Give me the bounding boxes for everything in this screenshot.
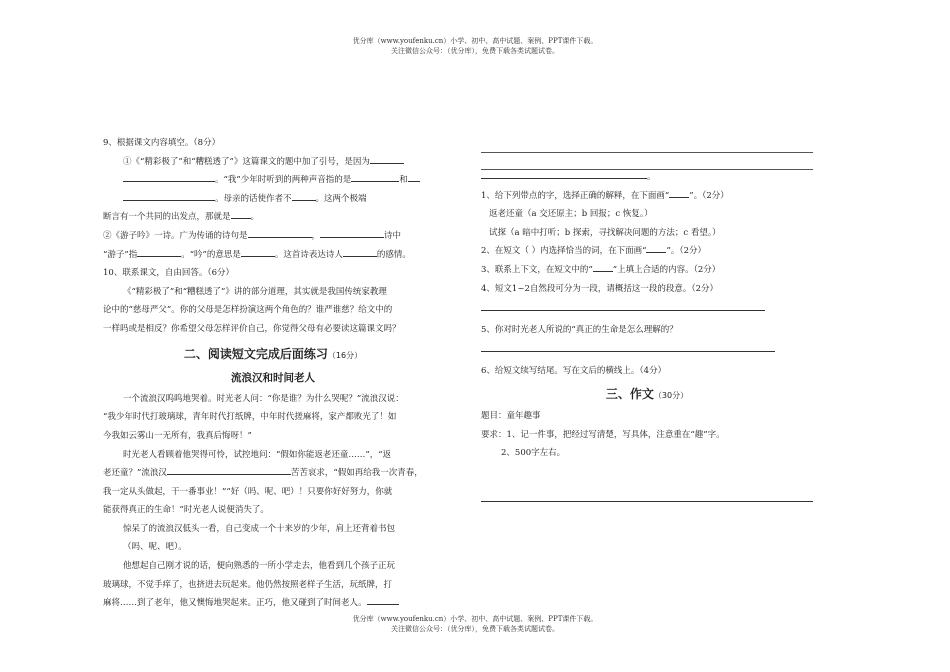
story-p1-line-2: “我少年时代打玻璃球，青年时代打纸牌，中年时代搓麻将，家产都败光了！如 [103,412,397,423]
answer-line[interactable] [481,168,647,179]
q9-2-line-a-mid: ， [311,230,321,241]
blank[interactable] [123,190,215,201]
q9-1-line-b: 。“我”少年时听到的两种声音指的是 [215,175,352,186]
story-p2-line-3: 我一定从头做起，干一番事业！”“好（吗、呢、吧）！只要你好好努力，你就 [103,486,393,497]
answer-line[interactable] [481,136,813,153]
story-p2-line-2-end: 苦苦哀求，“假如再给我一次青春， [290,468,423,479]
blank[interactable] [320,227,384,238]
story-p2-line-4: 能获得真正的生命！”时光老人说便消失了。 [103,505,269,516]
story-p1-line-3: 今我如云雾山一无所有，我真后悔呀！” [103,430,252,441]
q5-answer-line[interactable] [481,341,775,352]
q9-1-line-d: 断言有一个共同的出发点，那就是 [103,212,231,223]
q1-text-end: ”。（2分） [689,190,729,201]
footer-line-2: 关注微信公众号：（优分库），免费下载各类试题试卷。 [391,625,559,633]
continuation-period: 。 [647,172,656,182]
blank[interactable] [351,171,399,182]
q5-text: 5、你对时光老人所说的“真正的生命是怎么理解的？ [481,324,678,335]
q1-option-b: 试探（a 暗中打听；b 探索，寻找解决问题的方法；c 看望。） [489,227,721,238]
blank[interactable] [123,171,215,182]
q10-line-3: 一样吗或是相反？你希望父母怎样评价自己，你觉得父母有必要读这篇课文吗？ [103,323,401,334]
blank[interactable] [408,171,420,182]
page-footer [0,614,950,634]
essay-requirement-1: 要求：1、记一件事，把经过写清楚，写具体，注意重在“趣”字。 [481,429,725,440]
q1-text: 1、给下列带点的字，选择正确的解释，在下面画“ [481,190,670,201]
blank[interactable] [241,246,275,257]
q9-1-line-a: ①《“精彩极了”和“糟糕透了”》这篇课文的题中加了引号，是因为 [123,156,370,167]
blank[interactable] [370,153,404,164]
left-column [103,134,443,613]
section-3-title: 三、作文 [605,386,654,401]
q3-text: 3、联系上下文，在短文中的“ [481,264,593,275]
page-header [0,36,950,56]
q2-text-end: ”。（2分） [666,246,706,257]
q9-1-line-c: 。母亲的话使作者不 [215,193,292,204]
q10-line-1: 《“精彩极了”和“糟糕透了”》讲的部分道理，其实就是我国传统家教理 [123,286,387,297]
section-2-heading [103,345,443,366]
blank[interactable] [292,190,316,201]
q1-option-a: 返老还童（a 交还原主；b 回报；c 恢复。） [489,209,653,220]
story-p2-line-1: 时光老人看顾着他哭得可怜，试控地问：“假如你能返老还童……”，“返 [123,449,392,460]
q6-text: 6、给短文续写结尾。写在文后的横线上。（4分） [481,365,667,376]
section-2-title: 二、阅读短文完成后面练习 [183,346,328,361]
story-p4-line-3: 麻将……到了老年，他又懊悔地哭起来。正巧，他又碰到了时间老人。 [103,598,367,609]
q9-2-line-b-end: 的感情。 [376,249,411,260]
story-p4-line-2: 玻璃球，不觉手痒了，也挤进去玩起来。他仍然按照老样子生活，玩纸牌，打 [103,579,393,590]
q4-answer-line[interactable] [481,300,765,311]
story-title: 流浪汉和时间老人 [231,372,315,385]
essay-requirement-2: 2、500字左右。 [501,448,566,459]
q9-2-line-b-mid1: 。“吟”的意思是 [181,249,241,260]
blank[interactable] [593,261,613,272]
q9-1-line-c-end: 。这两个极端 [315,193,367,204]
story-p3-line-1: 惊呆了的流浪汉低头一看，自己变成一个十来岁的少年，肩上还背着书包 [123,523,396,534]
q9-2-line-b-mid2: 。这首诗表达诗人 [274,249,343,260]
q9-2-line-a-end: 诗中 [384,230,402,241]
q10-line-2: 论中的“慈母严父”。你的父母是怎样扮演这两个角色的？谁严谁慈？给文中的 [103,305,393,316]
essay-writing-line[interactable] [481,501,813,502]
q9-1-line-d-end: 。 [250,212,260,223]
header-line-1: 优分库（www.youfenku.cn）小学、初中、高中试题、案例、PPT课件下载。 [352,37,598,45]
right-column [481,136,813,502]
blank[interactable] [646,242,666,253]
story-p3-line-2: （吗、呢、吧）。 [123,542,187,553]
q10-title: 10、联系课文，自由回答。（6分） [103,268,234,279]
section-2-score: （16分） [327,350,363,360]
blank[interactable] [343,246,377,257]
header-line-2: 关注微信公众号：（优分库），免费下载各类试题试卷。 [391,47,559,55]
q9-title: 9、根据课文内容填空。（8分） [103,138,221,148]
section-3-score: （30分） [653,390,689,400]
blank[interactable] [231,208,251,219]
blank[interactable] [367,594,399,605]
q9-2-line-a: ②《游子吟》一诗。广为传诵的诗句是 [103,230,248,241]
blank[interactable] [248,227,312,238]
q9-2-line-b: “游子”指 [103,249,138,260]
section-3-heading [481,385,813,406]
story-p1-line-1: 一个流浪汉呜呜地哭着。时光老人问：“你是谁？为什么哭呢？”流浪汉说： [123,393,404,404]
q2-text: 2、在短文（ ）内选择恰当的词，在下面画“ [481,246,647,257]
q4-text: 4、短文1~2自然段可分为一段，请概括这一段的段意。（2分） [481,283,719,294]
blank[interactable] [167,464,291,475]
story-p4-line-1: 他想起自己刚才说的话，便向熟悉的一所小学走去，他看到几个孩子正玩 [123,561,396,572]
q9-1-line-b-mid: 和 [399,175,408,186]
q3-text-end: ”上填上合适的内容。（2分） [612,264,721,275]
footer-line-1: 优分库（www.youfenku.cn）小学、初中、高中试题、案例、PPT课件下载。 [352,615,598,623]
blank[interactable] [137,246,181,257]
blank[interactable] [669,187,689,198]
story-p2-line-2: 老还童？”流浪汉 [103,468,167,479]
essay-topic: 题目：童年趣事 [481,411,541,422]
